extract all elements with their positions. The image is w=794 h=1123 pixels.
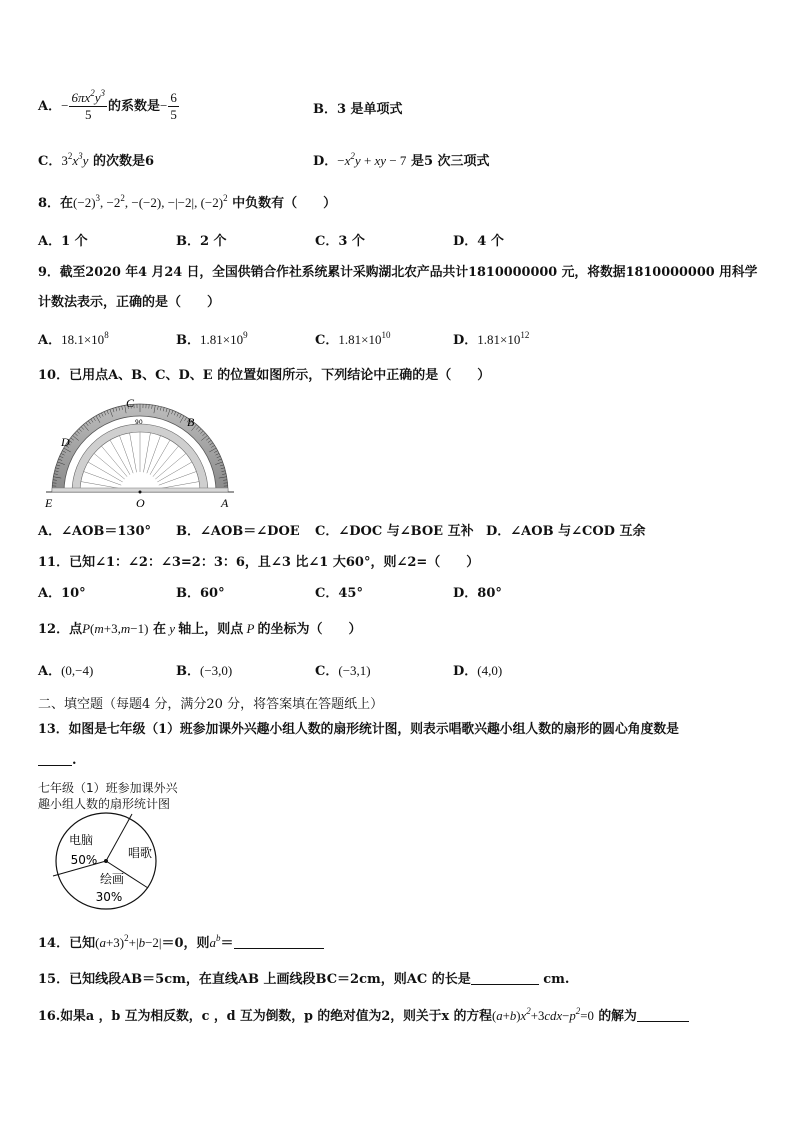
q7-option-a: A．− $\frac{6\pi x^2y^3}{5}$ 的系数是− $\frac{6}{5}$	[38, 88, 177, 122]
q11-stem: 11．已知∠1：∠2：∠3=2：3：6，且∠3 比∠1 大60°，则∠2=（ ）	[38, 555, 480, 570]
scale-label-90: 90	[135, 419, 143, 426]
point-label-d: D	[61, 435, 70, 449]
q13-answer-line: .	[38, 751, 77, 768]
pie-chart-title-line2: 趣小组人数的扇形统计图	[38, 797, 171, 811]
point-label-e: E	[45, 496, 53, 510]
q7-option-d: D．$-x^2y$ + xy − 7 是5 次三项式	[313, 151, 490, 169]
q9-option-b: B．$1.81\times 10^9$	[176, 330, 248, 348]
pie-label-singing: 唱歌	[127, 846, 153, 860]
q7-option-c: C．$3^2x^3y$ 的次数是6	[38, 151, 154, 169]
q10-stem: 10．已用点A、B、C、D、E 的位置如图所示，下列结论中正确的是（ ）	[38, 368, 491, 383]
q12-option-c: C．(−3,1)	[315, 663, 371, 679]
q12-option-d: D．(4,0)	[453, 663, 503, 679]
pie-label-computer: 电脑	[68, 833, 94, 847]
q11-option-a: A．10°	[38, 586, 86, 601]
pie-value-computer: 50%	[70, 853, 98, 867]
q8-stem: 8．在$(-2)^3$, $-2^2$, −(−2), −|−2|, $(-2)^2$ 中负数有（ ）	[38, 193, 337, 211]
center-point-o	[139, 491, 142, 494]
q12-stem: 12．点P(m+3,m−1) 在 y 轴上，则点 P 的坐标为（ ）	[38, 621, 362, 637]
q11-option-b: B．60°	[176, 586, 225, 601]
pie-chart	[40, 810, 170, 920]
q11-option-d: D．80°	[453, 586, 502, 601]
point-label-b: B	[187, 415, 195, 429]
q15-stem: 15．已知线段AB＝5cm，在直线AB 上画线段BC＝2cm，则AC 的长是 cm.	[38, 972, 570, 987]
q13-stem: 13．如图是七年级（1）班参加课外兴趣小组人数的扇形统计图，则表示唱歌兴趣小组人数的扇形的圆心角度数是	[38, 722, 679, 737]
pie-center-dot	[104, 859, 108, 863]
q10-option-c: C．∠DOC 与∠BOE 互补	[315, 524, 474, 539]
q8-option-b: B．2 个	[176, 234, 227, 249]
q7-option-b: B．3 是单项式	[313, 102, 403, 117]
q8-option-d: D．4 个	[453, 234, 504, 249]
q9-option-c: C．$1.81\times 10^{10}$	[315, 330, 391, 348]
protractor-figure	[40, 388, 240, 510]
q9-stem-line2: 计数法表示，正确的是（ ）	[38, 295, 221, 310]
q10-option-b: B．∠AOB＝∠DOE	[176, 524, 300, 539]
pie-value-drawing: 30%	[95, 890, 123, 904]
q9-stem-line1: 9．截至2020 年4 月24 日，全国供销合作社系统累计采购湖北农产品共计1810000000 元，将数据1810000000 用科学	[38, 265, 758, 280]
section-heading-fill-in: 二、填空题（每题4 分，满分20 分，将答案填在答题纸上）	[38, 697, 384, 712]
point-label-o: O	[136, 496, 145, 510]
q10-option-a: A．∠AOB＝130°	[38, 524, 152, 539]
point-label-c: C	[126, 396, 135, 410]
pie-chart-title-line1: 七年级（1）班参加课外兴	[38, 781, 178, 795]
q12-option-a: A．(0,−4)	[38, 663, 94, 679]
pie-label-drawing: 绘画	[99, 872, 125, 886]
q12-option-b: B．(−3,0)	[176, 663, 233, 679]
q11-option-c: C．45°	[315, 586, 363, 601]
point-label-a: A	[221, 496, 229, 510]
q8-option-a: A．1 个	[38, 234, 88, 249]
q16-stem: 16.如果a ，b 互为相反数，c ，d 互为倒数，p 的绝对值为2，则关于x 的方程$(a+b)x^2+3cdx-p^2=0$ 的解为	[38, 1005, 689, 1024]
q8-option-c: C．3 个	[315, 234, 365, 249]
q9-option-d: D．$1.81\times 10^{12}$	[453, 330, 530, 348]
q9-option-a: A．$18.1\times 10^8$	[38, 330, 109, 348]
q14-stem: 14．已知$(a+3)^2+|b-2|=0$，则$a^b=$	[38, 932, 324, 951]
q10-option-d: D．∠AOB 与∠COD 互余	[486, 524, 646, 539]
